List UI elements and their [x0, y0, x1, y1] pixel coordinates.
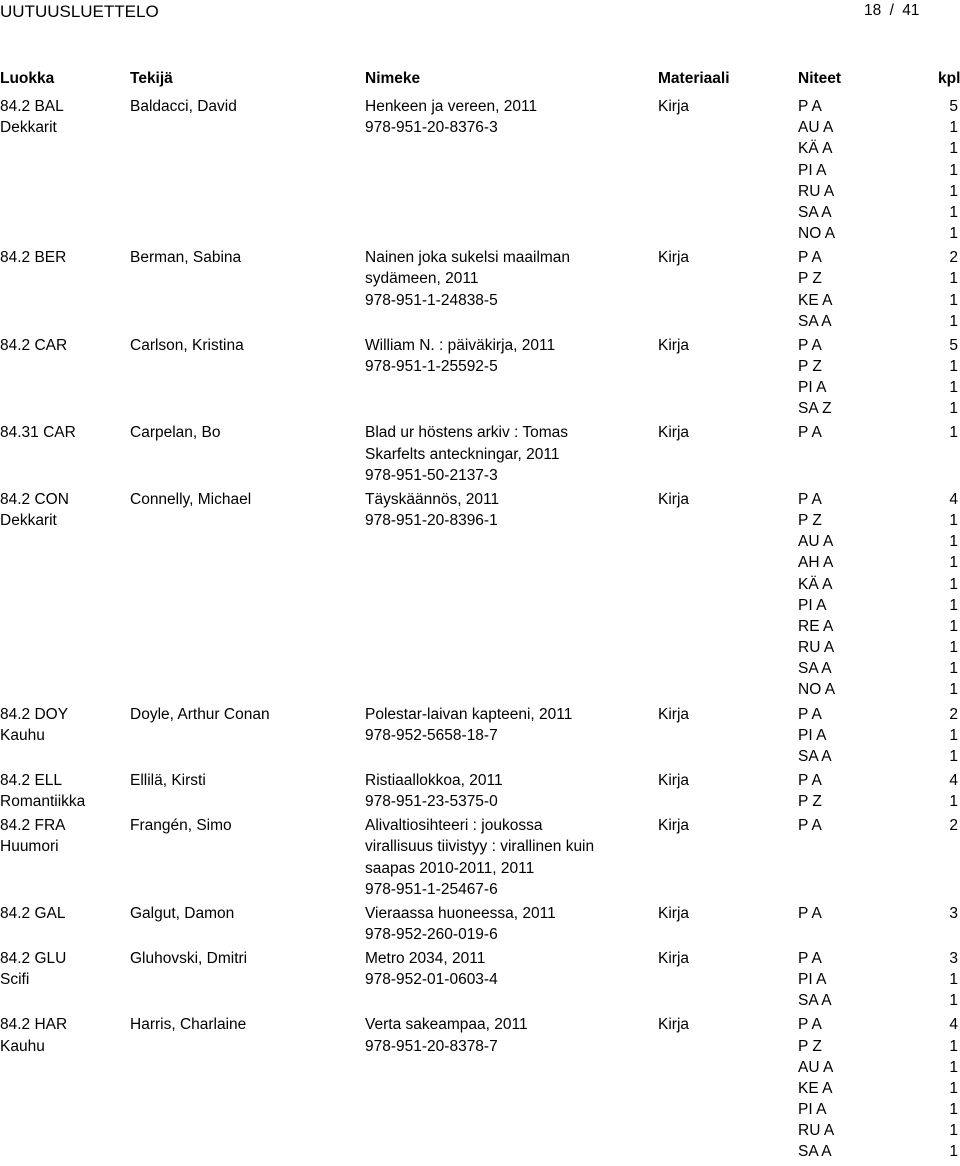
record-tekija — [130, 247, 241, 268]
record-copy-count: 1 — [949, 119, 958, 137]
record-copy-location: KE A — [798, 291, 833, 309]
record-tekija — [130, 1014, 246, 1035]
record-title-line: virallisuus tiivistyy : virallinen kuin — [365, 838, 595, 856]
record-nimeke — [365, 489, 499, 531]
record-copy-location: P A — [798, 817, 822, 835]
record-copy-location: NO A — [798, 225, 836, 243]
record-kpl — [938, 815, 958, 836]
record-author: Carpelan, Bo — [130, 424, 221, 442]
record-copy-count: 1 — [949, 161, 958, 179]
record-luokka — [0, 335, 67, 356]
record-luokka — [0, 422, 76, 443]
record-materiaali — [658, 770, 689, 791]
record-materiaali — [658, 815, 689, 836]
record-tekija — [130, 770, 206, 791]
record-copy-count: 1 — [949, 575, 958, 593]
record-copy-location: RE A — [798, 617, 834, 635]
record-copy-count: 1 — [949, 639, 958, 657]
column-header-niteet: Niteet — [798, 70, 842, 87]
record-copy-location: SA A — [798, 992, 832, 1010]
record-kpl — [938, 247, 958, 332]
record-title-line: saapas 2010-2011, 2011 — [365, 859, 535, 877]
column-header-materiaali: Materiaali — [658, 70, 730, 87]
record-title-line: 978-951-1-25467-6 — [365, 880, 498, 898]
catalog-record — [0, 335, 960, 423]
record-kpl — [938, 948, 958, 1012]
record-niteet — [798, 770, 822, 812]
record-author: Ellilä, Kirsti — [130, 771, 206, 789]
record-niteet — [798, 903, 822, 924]
record-copy-count: 1 — [949, 726, 958, 744]
record-copy-count: 1 — [949, 1143, 958, 1161]
record-title-line: 978-951-1-25592-5 — [365, 357, 498, 375]
record-copy-location: SA A — [798, 660, 832, 678]
record-copy-location: SA A — [798, 203, 832, 221]
record-materiaali — [658, 903, 689, 924]
record-copy-count: 1 — [949, 1122, 958, 1140]
record-materiaali — [658, 948, 689, 969]
page-total: 41 — [902, 2, 920, 19]
record-copy-count: 1 — [949, 617, 958, 635]
record-copy-count: 1 — [949, 379, 958, 397]
record-kpl — [938, 770, 958, 812]
catalog-record — [0, 489, 960, 704]
record-tekija — [130, 903, 234, 924]
record-author: Frangén, Simo — [130, 817, 232, 835]
record-title-line: 978-951-20-8378-7 — [365, 1037, 498, 1055]
record-copy-count: 1 — [949, 992, 958, 1010]
record-copy-location: AH A — [798, 554, 834, 572]
record-nimeke — [365, 335, 555, 377]
record-copy-location: P Z — [798, 1037, 822, 1055]
record-author: Connelly, Michael — [130, 490, 252, 508]
record-copy-location: P A — [798, 771, 822, 789]
catalog-record — [0, 422, 960, 488]
record-copy-count: 1 — [949, 182, 958, 200]
record-copy-location: PI A — [798, 161, 827, 179]
record-title-line: Polestar-laivan kapteeni, 2011 — [365, 705, 573, 723]
record-kpl — [938, 1014, 958, 1162]
record-copy-location: P A — [798, 705, 822, 723]
document-title: UUTUUSLUETTELO — [0, 2, 159, 21]
record-materiaali — [658, 704, 689, 725]
record-copy-location: RU A — [798, 182, 835, 200]
record-luokka — [0, 489, 69, 531]
column-header-kpl: kpl — [938, 70, 960, 87]
catalog-record — [0, 948, 960, 1014]
record-copy-count: 4 — [949, 1016, 958, 1034]
record-copy-count: 1 — [949, 291, 958, 309]
record-tekija — [130, 704, 270, 725]
column-header-row — [0, 70, 960, 90]
record-luokka-line: 84.2 ELL — [0, 771, 63, 789]
record-copy-location: P A — [798, 904, 822, 922]
record-copy-count: 1 — [949, 400, 958, 418]
record-nimeke — [365, 247, 570, 311]
record-title-line: Skarfelts anteckningar, 2011 — [365, 445, 560, 463]
record-title-line: Henkeen ja vereen, 2011 — [365, 98, 538, 115]
record-niteet — [798, 96, 835, 244]
record-kpl — [938, 489, 958, 701]
record-copy-location: P A — [798, 336, 822, 354]
record-copy-count: 1 — [949, 225, 958, 243]
column-header-luokka: Luokka — [0, 70, 55, 87]
page-separator: / — [889, 2, 894, 19]
record-author: Berman, Sabina — [130, 249, 242, 267]
record-niteet — [798, 489, 835, 701]
record-tekija — [130, 815, 232, 836]
record-luokka-line: 84.31 CAR — [0, 424, 76, 442]
record-copy-location: P A — [798, 98, 822, 115]
record-copy-location: P A — [798, 949, 822, 967]
record-copy-count: 1 — [949, 140, 958, 158]
record-author: Gluhovski, Dmitri — [130, 949, 248, 967]
record-copy-count: 1 — [949, 1079, 958, 1097]
record-material: Kirja — [658, 771, 690, 789]
record-copy-location: P A — [798, 249, 822, 267]
record-copy-location: P A — [798, 424, 822, 442]
record-copy-location: AU A — [798, 1058, 834, 1076]
record-title-line: 978-951-20-8396-1 — [365, 511, 498, 529]
record-title-line: Verta sakeampaa, 2011 — [365, 1016, 528, 1034]
catalog-record — [0, 247, 960, 335]
record-copy-location: NO A — [798, 681, 836, 699]
record-copy-count: 1 — [949, 1037, 958, 1055]
record-copy-location: KE A — [798, 1079, 833, 1097]
record-material: Kirja — [658, 817, 690, 835]
record-material: Kirja — [658, 1016, 690, 1034]
record-material: Kirja — [658, 424, 690, 442]
record-copy-location: KÄ A — [798, 140, 833, 158]
record-material: Kirja — [658, 490, 690, 508]
record-luokka-line: Scifi — [0, 971, 30, 989]
catalog-record — [0, 96, 960, 247]
record-copy-count: 1 — [949, 424, 958, 442]
record-copy-location: PI A — [798, 379, 827, 397]
record-copy-location: P Z — [798, 357, 822, 375]
record-niteet — [798, 422, 822, 443]
record-materiaali — [658, 247, 689, 268]
record-material: Kirja — [658, 705, 690, 723]
record-niteet — [798, 335, 832, 420]
record-title-line: 978-952-5658-18-7 — [365, 726, 498, 744]
record-copy-location: AU A — [798, 533, 834, 551]
record-copy-count: 1 — [949, 660, 958, 678]
record-luokka-line: 84.2 CON — [0, 490, 69, 508]
record-copy-location: PI A — [798, 726, 827, 744]
record-niteet — [798, 247, 832, 332]
record-nimeke — [365, 1014, 528, 1056]
record-title-line: 978-952-01-0603-4 — [365, 971, 498, 989]
record-title-line: 978-951-1-24838-5 — [365, 291, 498, 309]
record-niteet — [798, 948, 832, 1012]
record-title-line: Vieraassa huoneessa, 2011 — [365, 904, 556, 922]
record-title-line: William N. : päiväkirja, 2011 — [365, 336, 556, 354]
record-copy-location: KÄ A — [798, 575, 833, 593]
record-nimeke — [365, 704, 572, 746]
record-author: Doyle, Arthur Conan — [130, 705, 270, 723]
record-luokka-line: 84.2 DOY — [0, 705, 69, 723]
record-materiaali — [658, 96, 689, 117]
record-niteet — [798, 1014, 834, 1162]
record-material: Kirja — [658, 904, 690, 922]
record-copy-location: P A — [798, 1016, 822, 1034]
record-luokka-line: 84.2 GLU — [0, 949, 67, 967]
record-title-line: Täyskäännös, 2011 — [365, 490, 500, 508]
record-copy-location: P Z — [798, 511, 822, 529]
record-luokka-line: 84.2 FRA — [0, 817, 66, 835]
record-copy-location: SA Z — [798, 400, 832, 418]
record-luokka — [0, 96, 64, 138]
column-header-nimeke: Nimeke — [365, 70, 421, 87]
catalog-record — [0, 815, 960, 903]
record-niteet — [798, 704, 832, 768]
record-copy-count: 2 — [949, 705, 958, 723]
record-luokka-line: Kauhu — [0, 1037, 45, 1055]
record-luokka-line: Kauhu — [0, 726, 45, 744]
record-author: Carlson, Kristina — [130, 336, 244, 354]
catalog-record — [0, 704, 960, 770]
record-author: Galgut, Damon — [130, 904, 235, 922]
record-luokka-line: 84.2 BAL — [0, 98, 64, 115]
record-title-line: Blad ur höstens arkiv : Tomas — [365, 424, 569, 442]
record-kpl — [938, 96, 958, 244]
record-copy-location: PI A — [798, 596, 827, 614]
record-title-line: Alivaltiosihteeri : joukossa — [365, 817, 543, 835]
record-kpl — [938, 422, 958, 443]
record-luokka-line: Dekkarit — [0, 511, 57, 529]
record-copy-location: PI A — [798, 1101, 827, 1119]
record-copy-count: 1 — [949, 747, 958, 765]
record-copy-count: 1 — [949, 312, 958, 330]
record-copy-count: 1 — [949, 511, 958, 529]
record-copy-count: 1 — [949, 1101, 958, 1119]
record-tekija — [130, 422, 220, 443]
record-nimeke — [365, 948, 498, 990]
record-copy-count: 2 — [949, 249, 958, 267]
record-nimeke — [365, 815, 594, 900]
catalog-record — [0, 1014, 960, 1165]
record-kpl — [938, 335, 958, 420]
record-material: Kirja — [658, 949, 690, 967]
record-copy-count: 3 — [949, 949, 958, 967]
record-title-line: Nainen joka sukelsi maailman — [365, 249, 571, 267]
record-copy-location: P Z — [798, 793, 822, 811]
record-luokka-line: Huumori — [0, 838, 59, 856]
record-nimeke — [365, 96, 537, 138]
record-title-line: sydämeen, 2011 — [365, 270, 479, 288]
record-kpl — [938, 704, 958, 768]
record-copy-count: 1 — [949, 270, 958, 288]
record-copy-count: 1 — [949, 203, 958, 221]
record-luokka-line: Dekkarit — [0, 119, 57, 137]
record-materiaali — [658, 1014, 689, 1035]
record-niteet — [798, 815, 822, 836]
record-material: Kirja — [658, 98, 690, 115]
record-copy-location: P A — [798, 490, 822, 508]
catalog-record — [0, 770, 960, 815]
record-copy-count: 1 — [949, 357, 958, 375]
record-copy-count: 1 — [949, 971, 958, 989]
record-nimeke — [365, 422, 568, 486]
record-luokka — [0, 247, 66, 268]
record-copy-location: SA A — [798, 1143, 832, 1161]
record-copy-count: 1 — [949, 533, 958, 551]
record-copy-count: 1 — [949, 596, 958, 614]
record-luokka — [0, 770, 85, 812]
record-title-line: Metro 2034, 2011 — [365, 949, 486, 967]
record-copy-count: 3 — [949, 904, 958, 922]
record-materiaali — [658, 335, 689, 356]
record-luokka — [0, 704, 68, 746]
record-luokka-line: 84.2 HAR — [0, 1016, 68, 1034]
record-luokka-line: 84.2 CAR — [0, 336, 68, 354]
page-current: 18 — [864, 2, 882, 19]
record-luokka — [0, 903, 66, 924]
record-luokka — [0, 1014, 67, 1056]
record-kpl — [938, 903, 958, 924]
record-copy-count: 4 — [949, 490, 958, 508]
page-number — [864, 2, 919, 20]
record-title-line: Ristiaallokkoa, 2011 — [365, 771, 503, 789]
catalog-record — [0, 903, 960, 948]
record-copy-location: SA A — [798, 312, 832, 330]
record-nimeke — [365, 770, 503, 812]
record-materiaali — [658, 489, 689, 510]
record-nimeke — [365, 903, 556, 945]
record-tekija — [130, 489, 251, 510]
record-copy-count: 1 — [949, 681, 958, 699]
record-copy-location: PI A — [798, 971, 827, 989]
record-title-line: 978-951-50-2137-3 — [365, 466, 498, 484]
record-material: Kirja — [658, 336, 690, 354]
record-tekija — [130, 335, 244, 356]
record-copy-location: RU A — [798, 1122, 835, 1140]
record-luokka-line: Romantiikka — [0, 793, 86, 811]
record-copy-count: 1 — [949, 554, 958, 572]
record-title-line: 978-951-20-8376-3 — [365, 119, 498, 137]
record-copy-count: 5 — [949, 98, 958, 115]
record-materiaali — [658, 422, 689, 443]
record-tekija — [130, 948, 247, 969]
record-luokka-line: 84.2 GAL — [0, 904, 66, 922]
record-copy-location: SA A — [798, 747, 832, 765]
record-copy-count: 1 — [949, 793, 958, 811]
record-luokka — [0, 948, 66, 990]
column-header-tekija: Tekijä — [130, 70, 173, 87]
record-tekija — [130, 96, 237, 117]
record-material: Kirja — [658, 249, 690, 267]
record-luokka-line: 84.2 BER — [0, 249, 67, 267]
record-author: Harris, Charlaine — [130, 1016, 247, 1034]
catalog-list — [0, 96, 960, 1166]
record-copy-location: RU A — [798, 639, 835, 657]
record-title-line: 978-951-23-5375-0 — [365, 793, 498, 811]
record-copy-count: 4 — [949, 771, 958, 789]
record-copy-location: AU A — [798, 119, 834, 137]
record-copy-location: P Z — [798, 270, 822, 288]
record-title-line: 978-952-260-019-6 — [365, 925, 498, 943]
record-copy-count: 1 — [949, 1058, 958, 1076]
record-author: Baldacci, David — [130, 98, 237, 115]
record-luokka — [0, 815, 65, 857]
record-copy-count: 2 — [949, 817, 958, 835]
record-copy-count: 5 — [949, 336, 958, 354]
